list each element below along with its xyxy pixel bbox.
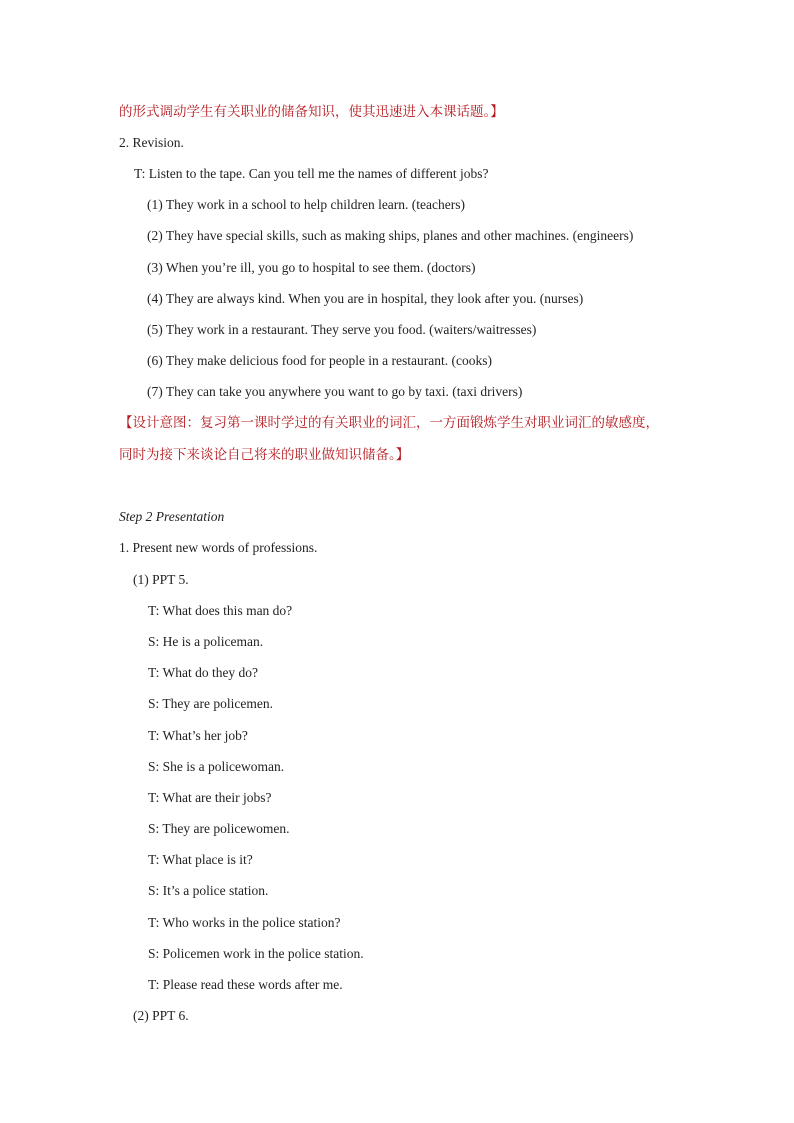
dialogue-line: S: They are policemen.: [148, 696, 273, 711]
revision-item: (1) They work in a school to help children learn. (teachers): [147, 197, 466, 212]
dialogue-line: S: She is a policewoman.: [148, 759, 285, 774]
dialogue-line: T: What are their jobs?: [148, 790, 272, 805]
revision-item: (3) When you’re ill, you go to hospital to see them. (doctors): [147, 260, 476, 275]
revision-item: (4) They are always kind. When you are in hospital, they look after you. (nurses): [147, 291, 584, 306]
revision-item: (6) They make delicious food for people in a restaurant. (cooks): [147, 353, 493, 368]
revision-heading: 2. Revision.: [119, 135, 184, 150]
teacher-prompt: T: Listen to the tape. Can you tell me the names of different jobs?: [134, 166, 489, 181]
dialogue-line: T: What do they do?: [148, 665, 259, 680]
section-heading: 1. Present new words of professions.: [119, 540, 318, 555]
step-heading: Step 2 Presentation: [119, 509, 225, 524]
design-note-line-2: 同时为接下来谈论自己将来的职业做知识储备。】: [119, 447, 410, 463]
dialogue-line: S: They are policewomen.: [148, 821, 290, 836]
dialogue-line: S: It’s a police station.: [148, 883, 269, 898]
dialogue-line: S: He is a policeman.: [148, 634, 264, 649]
dialogue-line: T: What does this man do?: [148, 603, 293, 618]
design-note-ending: 的形式调动学生有关职业的储备知识，使其迅速进入本课话题。】: [119, 104, 504, 120]
dialogue-line: S: Policemen work in the police station.: [148, 946, 364, 961]
dialogue-line: T: Who works in the police station?: [148, 915, 341, 930]
design-note-line-1: 【设计意图：复习第一课时学过的有关职业的词汇，一方面锻炼学生对职业词汇的敏感度，: [119, 415, 659, 431]
revision-item: (2) They have special skills, such as making ships, planes and other machines. (engineers): [147, 228, 634, 243]
dialogue-line: T: What’s her job?: [148, 728, 248, 743]
revision-item: (7) They can take you anywhere you want to go by taxi. (taxi drivers): [147, 384, 523, 399]
dialogue-line: T: What place is it?: [148, 852, 253, 867]
revision-item: (5) They work in a restaurant. They serve you food. (waiters/waitresses): [147, 322, 537, 337]
ppt-label: (1) PPT 5.: [133, 572, 189, 587]
dialogue-line: T: Please read these words after me.: [148, 977, 343, 992]
ppt-label: (2) PPT 6.: [133, 1008, 189, 1023]
